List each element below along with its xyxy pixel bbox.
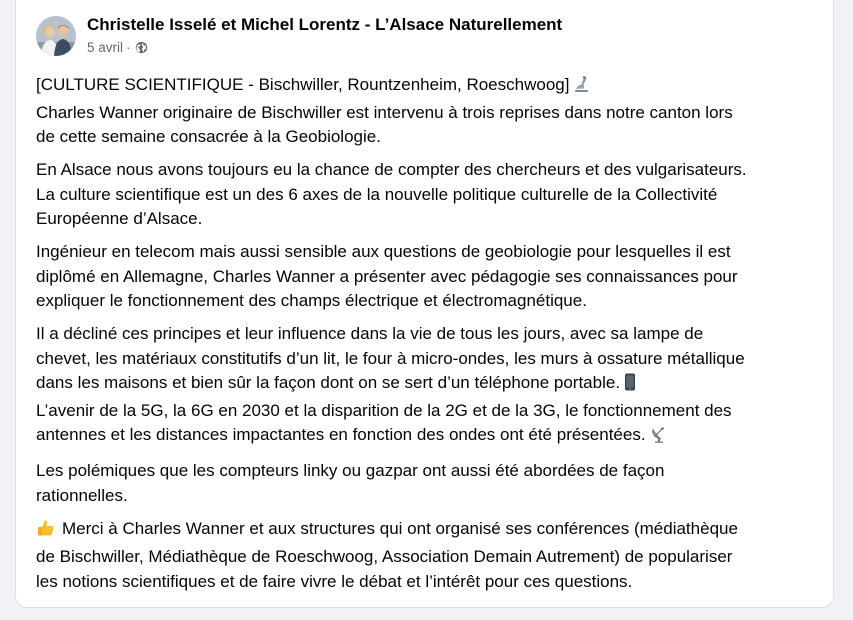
author-name-link[interactable]: Christelle Isselé et Michel Lorentz - L’Alsace Naturellement — [87, 15, 563, 34]
post-meta — [87, 40, 148, 55]
post-text-line: L’avenir de la 5G, la 6G en 2030 et la disparition de la 2G et de la 3G, le fonctionnement des — [36, 400, 732, 420]
post-text-line — [36, 423, 826, 451]
post-paragraph — [36, 459, 826, 508]
avatar[interactable] — [36, 16, 76, 56]
post-text-line: de cette semaine consacrée à la Geobiologie. — [36, 127, 381, 146]
post-text-line: de Bischwiller, Médiathèque de Roeschwoog, Association Demain Autrement) de populariser — [36, 547, 733, 566]
post-text-line: Charles Wanner originaire de Bischwiller est intervenu à trois reprises dans notre canton lors — [36, 102, 733, 122]
post-date-link[interactable]: 5 avril — [87, 40, 124, 55]
post-paragraph — [36, 322, 826, 451]
post-text: dans les maisons et bien sûr la façon dont on se sert d’un téléphone portable. — [36, 373, 621, 392]
mobile-phone-icon — [624, 373, 636, 399]
post-text: Merci à Charles Wanner et aux structures qui ont organisé ses conférences (médiathèque — [62, 518, 738, 538]
post-text: [CULTURE SCIENTIFIQUE - Bischwiller, Rountzenheim, Roeschwoog] — [36, 75, 570, 94]
post-body — [36, 73, 826, 603]
post-text-line: Les polémiques que les compteurs linky ou gazpar ont aussi été abordées de façon — [36, 461, 665, 480]
post-card — [15, 0, 834, 608]
post-text-line: En Alsace nous avons toujours eu la chance de compter des chercheurs et des vulgarisateurs. — [36, 160, 747, 179]
globe-icon[interactable] — [135, 41, 148, 54]
post-header — [36, 14, 736, 58]
page-scrollbar[interactable] — [847, 0, 853, 620]
post-paragraph — [36, 158, 826, 232]
post-text-line: expliquer le fonctionnement des champs électrique et électromagnétique. — [36, 291, 587, 310]
post-text-line: diplômé en Allemagne, Charles Wanner a présenter avec pédagogie ses connaissances pour — [36, 266, 738, 286]
post-text-line — [36, 73, 826, 101]
satellite-antenna-icon — [650, 425, 668, 451]
post-text-line — [36, 371, 826, 399]
post-paragraph — [36, 517, 826, 595]
post-text-line: La culture scientifique est un des 6 axes de la nouvelle politique culturelle de la Collectivité — [36, 184, 718, 204]
post-text-line: les notions scientifiques et de faire vivre le débat et l’intérêt pour ces questions. — [36, 571, 633, 591]
post-paragraph — [36, 240, 826, 314]
meta-separator: · — [126, 40, 131, 55]
avatar-photo-icon — [36, 16, 76, 56]
post-text-line: Européenne d’Alsace. — [36, 209, 203, 228]
microscope-icon — [573, 75, 591, 101]
post-text-line: rationnelles. — [36, 485, 128, 505]
post-text-line: Ingénieur en telecom mais aussi sensible aux questions de geobiologie pour lesquelles il est — [36, 242, 731, 261]
post-text-line — [36, 517, 826, 546]
thumbs-up-icon — [36, 518, 56, 546]
post-text-line: chevet, les matériaux constitutifs d’un lit, le four à micro-ondes, les murs à ossature métallique — [36, 348, 745, 368]
post-paragraph — [36, 73, 826, 150]
post-text: antennes et les distances impactantes en fonction des ondes ont été présentées. — [36, 425, 646, 444]
post-text-line: Il a décliné ces principes et leur influence dans la vie de tous les jours, avec sa lampe de — [36, 324, 704, 343]
